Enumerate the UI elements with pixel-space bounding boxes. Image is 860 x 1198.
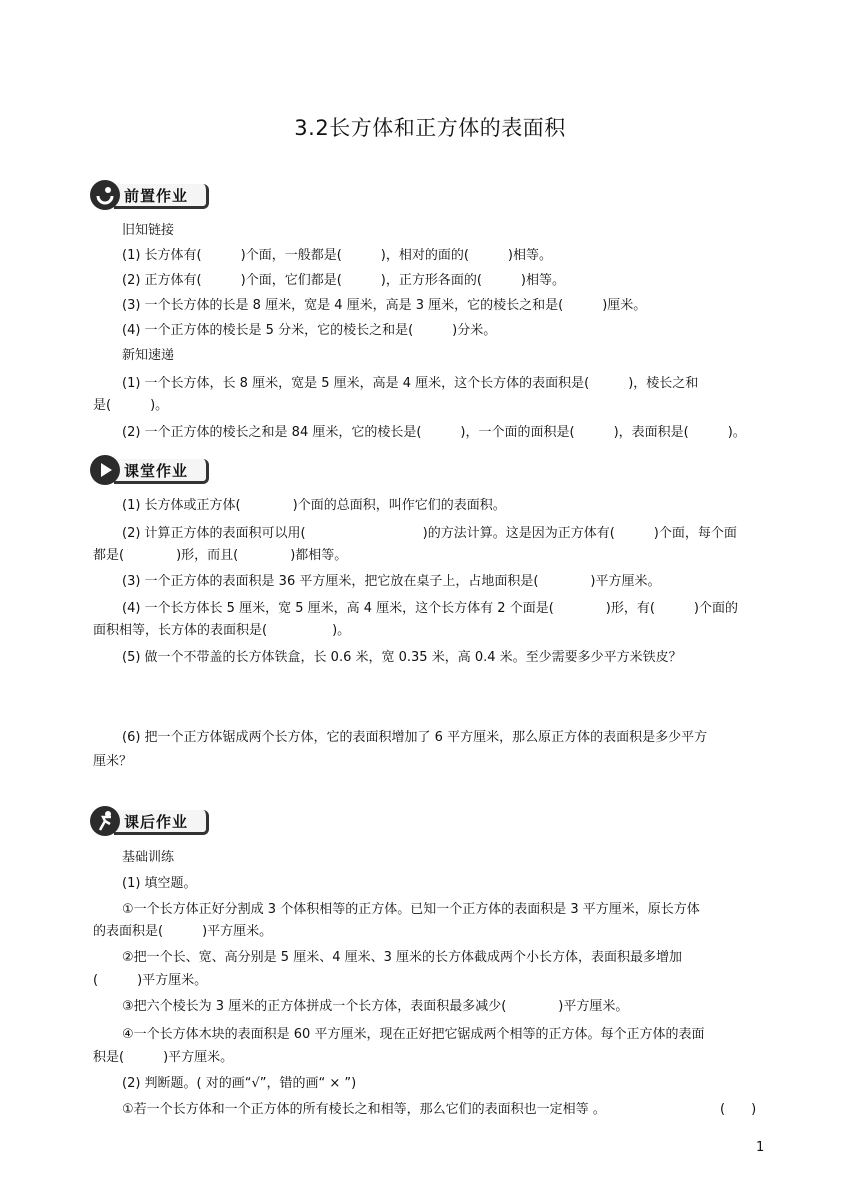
question-line: (4) 一个正方体的棱长是 5 分米，它的棱长之和是( )分米。	[122, 323, 497, 338]
section-icon	[90, 180, 120, 210]
question-line: 厘米？	[93, 754, 133, 769]
question-line: 积是( )平方厘米。	[93, 1050, 234, 1065]
question-line: ( )平方厘米。	[93, 973, 208, 988]
question-line: (3) 一个长方体的长是 8 厘米，宽是 4 厘米，高是 3 厘米，它的棱长之和是( )厘米。	[122, 298, 647, 313]
question-line: 都是( )形，而且( )都相等。	[93, 548, 348, 563]
section-label-box	[114, 810, 209, 835]
subheading-new-knowledge: 新知速递	[122, 348, 175, 363]
subheading-old-knowledge: 旧知链接	[122, 223, 175, 238]
section-label-box	[114, 459, 209, 484]
question-line: (4) 一个长方体长 5 厘米，宽 5 厘米，高 4 厘米，这个长方体有 2 个面是( )形，有( )个面的	[122, 601, 738, 616]
question-line: (2) 一个正方体的棱长之和是 84 厘米，它的棱长是( )，一个面的面积是( )，表面积是( )。	[122, 425, 746, 440]
section-header-post	[90, 806, 210, 836]
question-line: 是( )。	[93, 398, 169, 413]
question-line: (2) 计算正方体的表面积可以用( )的方法计算。这是因为正方体有( )个面，每个面	[122, 526, 737, 541]
section-label-box	[114, 184, 209, 209]
section-label: 课后作业	[124, 813, 189, 831]
subheading-basic-training: 基础训练	[122, 850, 175, 865]
question-line: (1) 长方体有( )个面，一般都是( )，相对的面的( )相等。	[122, 248, 552, 263]
page-title: 3.2长方体和正方体的表面积	[294, 116, 566, 140]
section-label: 前置作业	[124, 187, 189, 205]
question-line: (3) 一个正方体的表面积是 36 平方厘米，把它放在桌子上，占地面积是( )平方厘米。	[122, 574, 661, 589]
play-icon	[90, 455, 120, 485]
question-line: (1) 一个长方体，长 8 厘米，宽是 5 厘米，高是 4 厘米，这个长方体的表面积是( )，棱长之和	[122, 376, 699, 391]
question-line: (2) 判断题。( 对的画“√”，错的画“ × ”)	[122, 1076, 357, 1091]
question-line: ②把一个长、宽、高分别是 5 厘米、4 厘米、3 厘米的长方体截成两个小长方体，表面积最多增加	[122, 950, 682, 965]
page-number: 1	[756, 1140, 765, 1155]
question-line: (6) 把一个正方体锯成两个长方体，它的表面积增加了 6 平方厘米，那么原正方体的表面积是多少平方	[122, 730, 708, 745]
question-line: (5) 做一个不带盖的长方体铁盒，长 0.6 米，宽 0.35 米，高 0.4 米。至少需要多少平方米铁皮？	[122, 650, 682, 665]
question-line: ④一个长方体木块的表面积是 60 平方厘米，现在正好把它锯成两个相等的正方体。每个正方体的表面	[122, 1027, 705, 1042]
question-line: ①若一个长方体和一个正方体的所有棱长之和相等，那么它们的表面积也一定相等 。	[122, 1102, 606, 1117]
section-header-pre	[90, 180, 210, 210]
question-line: (1) 填空题。	[122, 876, 197, 891]
runner-icon	[90, 806, 120, 836]
question-line: 面积相等，长方体的表面积是( )。	[93, 623, 351, 638]
section-label: 课堂作业	[124, 462, 189, 480]
answer-bracket: ( )	[720, 1102, 757, 1117]
question-line: ①一个长方体正好分割成 3 个体积相等的正方体。已知一个正方体的表面积是 3 平方厘米，原长方体	[122, 902, 700, 917]
question-line: 的表面积是( )平方厘米。	[93, 924, 273, 939]
question-line: ③把六个棱长为 3 厘米的正方体拼成一个长方体，表面积最多减少( )平方厘米。	[122, 999, 629, 1014]
question-line: (2) 正方体有( )个面，它们都是( )，正方形各面的( )相等。	[122, 273, 565, 288]
section-header-class	[90, 455, 210, 485]
question-line: (1) 长方体或正方体( )个面的总面积，叫作它们的表面积。	[122, 498, 506, 513]
